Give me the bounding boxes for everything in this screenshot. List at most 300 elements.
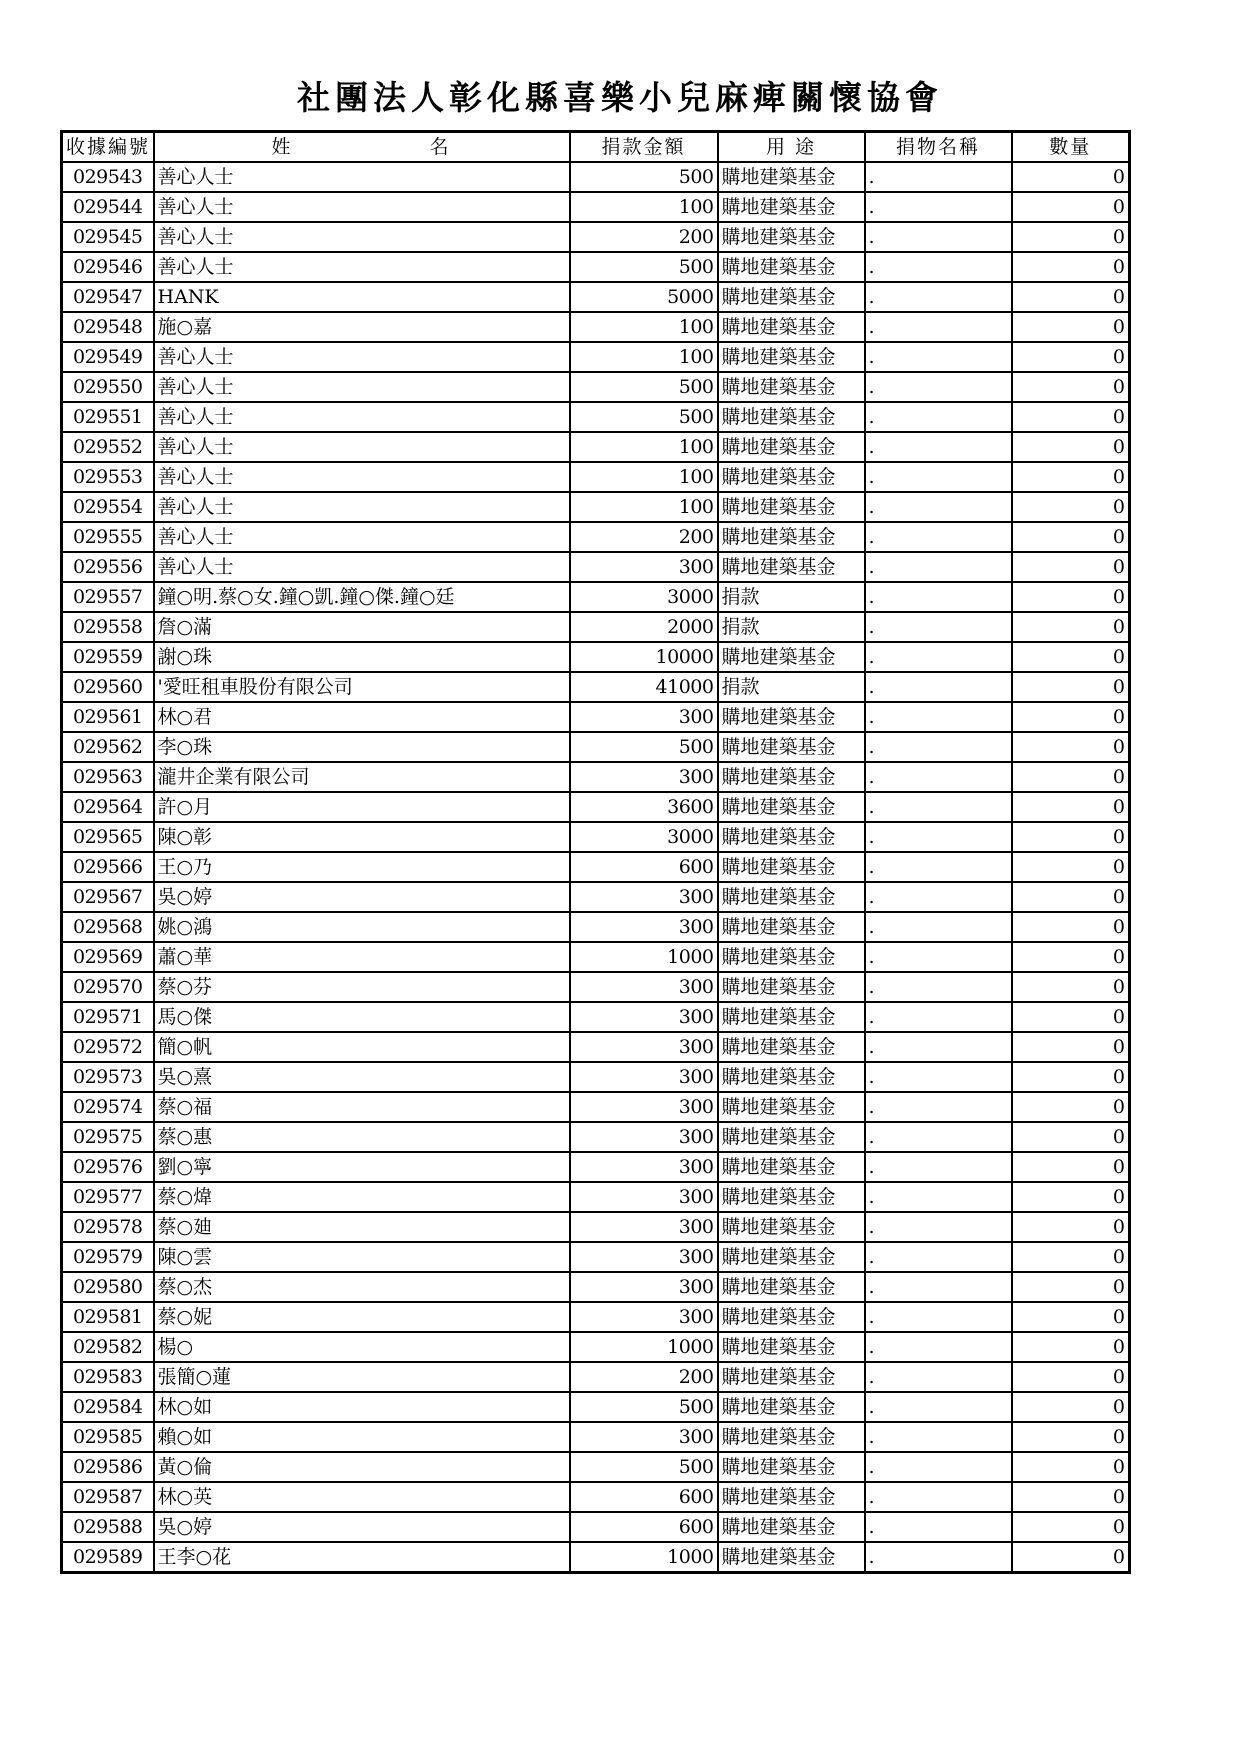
- receipt-number-cell: 029546: [62, 252, 154, 282]
- donor-name-cell: 吳○婷: [154, 1512, 570, 1542]
- amount-cell: 300: [570, 1122, 718, 1152]
- purpose-cell: 購地建築基金: [718, 912, 865, 942]
- amount-cell: 300: [570, 1152, 718, 1182]
- purpose-cell: 購地建築基金: [718, 192, 865, 222]
- purpose-cell: 購地建築基金: [718, 1122, 865, 1152]
- item-name-cell: .: [865, 912, 1012, 942]
- receipt-number-cell: 029589: [62, 1542, 154, 1573]
- receipt-number-cell: 029582: [62, 1332, 154, 1362]
- receipt-number-cell: 029544: [62, 192, 154, 222]
- receipt-number-cell: 029545: [62, 222, 154, 252]
- donor-name-cell: 林○英: [154, 1482, 570, 1512]
- table-row: [62, 1512, 1130, 1542]
- amount-cell: 300: [570, 882, 718, 912]
- amount-cell: 600: [570, 852, 718, 882]
- amount-cell: 300: [570, 1182, 718, 1212]
- item-name-cell: .: [865, 1542, 1012, 1573]
- donor-name-cell: 善心人士: [154, 492, 570, 522]
- donor-name-cell: 蔡○芬: [154, 972, 570, 1002]
- purpose-cell: 購地建築基金: [718, 732, 865, 762]
- receipt-number-cell: 029573: [62, 1062, 154, 1092]
- purpose-cell: 購地建築基金: [718, 762, 865, 792]
- purpose-cell: 購地建築基金: [718, 1062, 865, 1092]
- donor-name-cell: 馬○傑: [154, 1002, 570, 1032]
- donor-name-cell: 賴○如: [154, 1422, 570, 1452]
- amount-cell: 600: [570, 1482, 718, 1512]
- header-quantity: 數量: [1012, 132, 1130, 163]
- receipt-number-cell: 029571: [62, 1002, 154, 1032]
- purpose-cell: 捐款: [718, 582, 865, 612]
- quantity-cell: 0: [1012, 222, 1130, 252]
- receipt-number-cell: 029553: [62, 462, 154, 492]
- amount-cell: 300: [570, 1002, 718, 1032]
- item-name-cell: .: [865, 282, 1012, 312]
- purpose-cell: 購地建築基金: [718, 1092, 865, 1122]
- donor-name-cell: 楊○: [154, 1332, 570, 1362]
- amount-cell: 300: [570, 1062, 718, 1092]
- receipt-number-cell: 029574: [62, 1092, 154, 1122]
- table-row: [62, 822, 1130, 852]
- quantity-cell: 0: [1012, 852, 1130, 882]
- quantity-cell: 0: [1012, 1242, 1130, 1272]
- header-purpose: 用 途: [718, 132, 865, 163]
- item-name-cell: .: [865, 1182, 1012, 1212]
- table-row: [62, 732, 1130, 762]
- purpose-cell: 購地建築基金: [718, 1302, 865, 1332]
- item-name-cell: .: [865, 882, 1012, 912]
- amount-cell: 300: [570, 972, 718, 1002]
- purpose-cell: 捐款: [718, 612, 865, 642]
- donor-name-cell: 善心人士: [154, 522, 570, 552]
- purpose-cell: 購地建築基金: [718, 1512, 865, 1542]
- item-name-cell: .: [865, 1242, 1012, 1272]
- donor-name-cell: 善心人士: [154, 222, 570, 252]
- header-receipt-number: 收據編號: [62, 132, 154, 163]
- purpose-cell: 捐款: [718, 672, 865, 702]
- quantity-cell: 0: [1012, 762, 1130, 792]
- amount-cell: 1000: [570, 1542, 718, 1573]
- item-name-cell: .: [865, 1362, 1012, 1392]
- table-row: [62, 852, 1130, 882]
- table-row: [62, 942, 1130, 972]
- quantity-cell: 0: [1012, 372, 1130, 402]
- item-name-cell: .: [865, 552, 1012, 582]
- donor-name-cell: 詹○滿: [154, 612, 570, 642]
- item-name-cell: .: [865, 1482, 1012, 1512]
- item-name-cell: .: [865, 642, 1012, 672]
- donor-name-cell: 陳○雲: [154, 1242, 570, 1272]
- item-name-cell: .: [865, 1332, 1012, 1362]
- donor-name-cell: 王○乃: [154, 852, 570, 882]
- quantity-cell: 0: [1012, 1482, 1130, 1512]
- receipt-number-cell: 029586: [62, 1452, 154, 1482]
- donor-name-cell: 張簡○蓮: [154, 1362, 570, 1392]
- table-row: [62, 1242, 1130, 1272]
- table-row: [62, 1152, 1130, 1182]
- amount-cell: 100: [570, 312, 718, 342]
- amount-cell: 500: [570, 1392, 718, 1422]
- purpose-cell: 購地建築基金: [718, 792, 865, 822]
- receipt-number-cell: 029587: [62, 1482, 154, 1512]
- item-name-cell: .: [865, 492, 1012, 522]
- purpose-cell: 購地建築基金: [718, 1272, 865, 1302]
- receipt-number-cell: 029568: [62, 912, 154, 942]
- table-row: [62, 1422, 1130, 1452]
- quantity-cell: 0: [1012, 1332, 1130, 1362]
- receipt-number-cell: 029576: [62, 1152, 154, 1182]
- donor-name-cell: 善心人士: [154, 162, 570, 192]
- amount-cell: 300: [570, 1302, 718, 1332]
- item-name-cell: .: [865, 1422, 1012, 1452]
- receipt-number-cell: 029563: [62, 762, 154, 792]
- amount-cell: 5000: [570, 282, 718, 312]
- purpose-cell: 購地建築基金: [718, 222, 865, 252]
- table-row: [62, 162, 1130, 192]
- item-name-cell: .: [865, 222, 1012, 252]
- donor-name-cell: 善心人士: [154, 552, 570, 582]
- quantity-cell: 0: [1012, 1362, 1130, 1392]
- receipt-number-cell: 029561: [62, 702, 154, 732]
- table-row: [62, 282, 1130, 312]
- receipt-number-cell: 029555: [62, 522, 154, 552]
- table-row: [62, 1452, 1130, 1482]
- quantity-cell: 0: [1012, 672, 1130, 702]
- quantity-cell: 0: [1012, 702, 1130, 732]
- item-name-cell: .: [865, 702, 1012, 732]
- quantity-cell: 0: [1012, 1272, 1130, 1302]
- donor-name-cell: 善心人士: [154, 372, 570, 402]
- donor-name-cell: 蔡○煒: [154, 1182, 570, 1212]
- amount-cell: 300: [570, 912, 718, 942]
- amount-cell: 500: [570, 732, 718, 762]
- amount-cell: 300: [570, 1212, 718, 1242]
- item-name-cell: .: [865, 1092, 1012, 1122]
- table-header-row: [62, 132, 1130, 163]
- item-name-cell: .: [865, 762, 1012, 792]
- table-row: [62, 582, 1130, 612]
- purpose-cell: 購地建築基金: [718, 1152, 865, 1182]
- item-name-cell: .: [865, 1272, 1012, 1302]
- table-body: [62, 162, 1130, 1573]
- item-name-cell: .: [865, 162, 1012, 192]
- purpose-cell: 購地建築基金: [718, 852, 865, 882]
- item-name-cell: .: [865, 852, 1012, 882]
- receipt-number-cell: 029564: [62, 792, 154, 822]
- quantity-cell: 0: [1012, 1002, 1130, 1032]
- table-row: [62, 672, 1130, 702]
- item-name-cell: .: [865, 522, 1012, 552]
- receipt-number-cell: 029569: [62, 942, 154, 972]
- item-name-cell: .: [865, 372, 1012, 402]
- donor-name-cell: 林○如: [154, 1392, 570, 1422]
- amount-cell: 100: [570, 342, 718, 372]
- item-name-cell: .: [865, 1152, 1012, 1182]
- table-row: [62, 1092, 1130, 1122]
- amount-cell: 100: [570, 192, 718, 222]
- purpose-cell: 購地建築基金: [718, 282, 865, 312]
- amount-cell: 100: [570, 432, 718, 462]
- quantity-cell: 0: [1012, 942, 1130, 972]
- receipt-number-cell: 029580: [62, 1272, 154, 1302]
- receipt-number-cell: 029570: [62, 972, 154, 1002]
- table-row: [62, 402, 1130, 432]
- purpose-cell: 購地建築基金: [718, 1452, 865, 1482]
- table-row: [62, 432, 1130, 462]
- table-row: [62, 492, 1130, 522]
- donor-name-cell: 蕭○華: [154, 942, 570, 972]
- quantity-cell: 0: [1012, 162, 1130, 192]
- quantity-cell: 0: [1012, 1452, 1130, 1482]
- table-row: [62, 1002, 1130, 1032]
- purpose-cell: 購地建築基金: [718, 552, 865, 582]
- quantity-cell: 0: [1012, 642, 1130, 672]
- item-name-cell: .: [865, 1302, 1012, 1332]
- quantity-cell: 0: [1012, 1152, 1130, 1182]
- quantity-cell: 0: [1012, 1422, 1130, 1452]
- purpose-cell: 購地建築基金: [718, 702, 865, 732]
- donor-name-cell: 黃○倫: [154, 1452, 570, 1482]
- purpose-cell: 購地建築基金: [718, 402, 865, 432]
- table-row: [62, 642, 1130, 672]
- donation-table: [60, 130, 1131, 1574]
- item-name-cell: .: [865, 582, 1012, 612]
- header-name: 姓 名: [154, 132, 570, 163]
- donor-name-cell: 王李○花: [154, 1542, 570, 1573]
- donor-name-cell: 施○嘉: [154, 312, 570, 342]
- purpose-cell: 購地建築基金: [718, 372, 865, 402]
- item-name-cell: .: [865, 402, 1012, 432]
- receipt-number-cell: 029581: [62, 1302, 154, 1332]
- quantity-cell: 0: [1012, 1302, 1130, 1332]
- receipt-number-cell: 029577: [62, 1182, 154, 1212]
- amount-cell: 1000: [570, 1332, 718, 1362]
- receipt-number-cell: 029552: [62, 432, 154, 462]
- purpose-cell: 購地建築基金: [718, 162, 865, 192]
- purpose-cell: 購地建築基金: [718, 1242, 865, 1272]
- item-name-cell: .: [865, 342, 1012, 372]
- purpose-cell: 購地建築基金: [718, 1002, 865, 1032]
- item-name-cell: .: [865, 792, 1012, 822]
- donor-name-cell: 善心人士: [154, 342, 570, 372]
- purpose-cell: 購地建築基金: [718, 642, 865, 672]
- amount-cell: 300: [570, 702, 718, 732]
- receipt-number-cell: 029588: [62, 1512, 154, 1542]
- quantity-cell: 0: [1012, 552, 1130, 582]
- receipt-number-cell: 029557: [62, 582, 154, 612]
- receipt-number-cell: 029579: [62, 1242, 154, 1272]
- table-row: [62, 342, 1130, 372]
- amount-cell: 3600: [570, 792, 718, 822]
- quantity-cell: 0: [1012, 822, 1130, 852]
- table-row: [62, 222, 1130, 252]
- purpose-cell: 購地建築基金: [718, 882, 865, 912]
- table-row: [62, 1302, 1130, 1332]
- amount-cell: 200: [570, 1362, 718, 1392]
- item-name-cell: .: [865, 1452, 1012, 1482]
- purpose-cell: 購地建築基金: [718, 1422, 865, 1452]
- amount-cell: 300: [570, 1092, 718, 1122]
- donor-name-cell: HANK: [154, 282, 570, 312]
- amount-cell: 41000: [570, 672, 718, 702]
- quantity-cell: 0: [1012, 522, 1130, 552]
- item-name-cell: .: [865, 432, 1012, 462]
- receipt-number-cell: 029559: [62, 642, 154, 672]
- purpose-cell: 購地建築基金: [718, 1182, 865, 1212]
- table-row: [62, 372, 1130, 402]
- donor-name-cell: 姚○鴻: [154, 912, 570, 942]
- purpose-cell: 購地建築基金: [718, 462, 865, 492]
- amount-cell: 3000: [570, 822, 718, 852]
- amount-cell: 200: [570, 222, 718, 252]
- table-row: [62, 1212, 1130, 1242]
- item-name-cell: .: [865, 1032, 1012, 1062]
- donor-name-cell: 謝○珠: [154, 642, 570, 672]
- quantity-cell: 0: [1012, 1032, 1130, 1062]
- quantity-cell: 0: [1012, 492, 1130, 522]
- receipt-number-cell: 029585: [62, 1422, 154, 1452]
- receipt-number-cell: 029578: [62, 1212, 154, 1242]
- donor-name-cell: 善心人士: [154, 462, 570, 492]
- table-row: [62, 1482, 1130, 1512]
- item-name-cell: .: [865, 252, 1012, 282]
- donor-name-cell: 陳○彰: [154, 822, 570, 852]
- table-row: [62, 1362, 1130, 1392]
- purpose-cell: 購地建築基金: [718, 432, 865, 462]
- receipt-number-cell: 029565: [62, 822, 154, 852]
- donor-name-cell: 善心人士: [154, 252, 570, 282]
- amount-cell: 600: [570, 1512, 718, 1542]
- purpose-cell: 購地建築基金: [718, 492, 865, 522]
- document-title: 社團法人彰化縣喜樂小兒麻痺關懷協會: [297, 78, 943, 117]
- amount-cell: 300: [570, 552, 718, 582]
- table-row: [62, 702, 1130, 732]
- purpose-cell: 購地建築基金: [718, 522, 865, 552]
- table-row: [62, 462, 1130, 492]
- purpose-cell: 購地建築基金: [718, 1032, 865, 1062]
- amount-cell: 500: [570, 402, 718, 432]
- receipt-number-cell: 029551: [62, 402, 154, 432]
- table-row: [62, 1122, 1130, 1152]
- item-name-cell: .: [865, 1062, 1012, 1092]
- purpose-cell: 購地建築基金: [718, 1482, 865, 1512]
- quantity-cell: 0: [1012, 882, 1130, 912]
- donor-name-cell: 蔡○福: [154, 1092, 570, 1122]
- item-name-cell: .: [865, 612, 1012, 642]
- donor-name-cell: 蔡○惠: [154, 1122, 570, 1152]
- item-name-cell: .: [865, 312, 1012, 342]
- quantity-cell: 0: [1012, 1092, 1130, 1122]
- donor-name-cell: 善心人士: [154, 402, 570, 432]
- receipt-number-cell: 029567: [62, 882, 154, 912]
- amount-cell: 300: [570, 1422, 718, 1452]
- donor-name-cell: 吳○婷: [154, 882, 570, 912]
- quantity-cell: 0: [1012, 1212, 1130, 1242]
- donor-name-cell: 蔡○妮: [154, 1302, 570, 1332]
- quantity-cell: 0: [1012, 1542, 1130, 1573]
- purpose-cell: 購地建築基金: [718, 252, 865, 282]
- donor-name-cell: 劉○寧: [154, 1152, 570, 1182]
- purpose-cell: 購地建築基金: [718, 1212, 865, 1242]
- amount-cell: 500: [570, 372, 718, 402]
- item-name-cell: .: [865, 1392, 1012, 1422]
- receipt-number-cell: 029543: [62, 162, 154, 192]
- purpose-cell: 購地建築基金: [718, 1332, 865, 1362]
- amount-cell: 200: [570, 522, 718, 552]
- quantity-cell: 0: [1012, 792, 1130, 822]
- amount-cell: 2000: [570, 612, 718, 642]
- receipt-number-cell: 029556: [62, 552, 154, 582]
- receipt-number-cell: 029562: [62, 732, 154, 762]
- item-name-cell: .: [865, 822, 1012, 852]
- receipt-number-cell: 029558: [62, 612, 154, 642]
- quantity-cell: 0: [1012, 972, 1130, 1002]
- receipt-number-cell: 029566: [62, 852, 154, 882]
- table-row: [62, 1392, 1130, 1422]
- donor-name-cell: '愛旺租車股份有限公司: [154, 672, 570, 702]
- table-row: [62, 1332, 1130, 1362]
- item-name-cell: .: [865, 462, 1012, 492]
- quantity-cell: 0: [1012, 1182, 1130, 1212]
- purpose-cell: 購地建築基金: [718, 972, 865, 1002]
- table-row: [62, 192, 1130, 222]
- quantity-cell: 0: [1012, 1392, 1130, 1422]
- item-name-cell: .: [865, 1512, 1012, 1542]
- donor-name-cell: 林○君: [154, 702, 570, 732]
- donor-name-cell: 許○月: [154, 792, 570, 822]
- table-row: [62, 552, 1130, 582]
- receipt-number-cell: 029547: [62, 282, 154, 312]
- donor-name-cell: 蔡○杰: [154, 1272, 570, 1302]
- quantity-cell: 0: [1012, 912, 1130, 942]
- receipt-number-cell: 029560: [62, 672, 154, 702]
- donor-name-cell: 瀧井企業有限公司: [154, 762, 570, 792]
- receipt-number-cell: 029583: [62, 1362, 154, 1392]
- quantity-cell: 0: [1012, 402, 1130, 432]
- purpose-cell: 購地建築基金: [718, 1362, 865, 1392]
- table-row: [62, 912, 1130, 942]
- table-row: [62, 252, 1130, 282]
- purpose-cell: 購地建築基金: [718, 1542, 865, 1573]
- item-name-cell: .: [865, 1002, 1012, 1032]
- table-row: [62, 972, 1130, 1002]
- quantity-cell: 0: [1012, 1512, 1130, 1542]
- purpose-cell: 購地建築基金: [718, 942, 865, 972]
- amount-cell: 500: [570, 162, 718, 192]
- quantity-cell: 0: [1012, 462, 1130, 492]
- receipt-number-cell: 029549: [62, 342, 154, 372]
- amount-cell: 1000: [570, 942, 718, 972]
- donor-name-cell: 鐘○明.蔡○女.鐘○凱.鐘○傑.鐘○廷: [154, 582, 570, 612]
- receipt-number-cell: 029550: [62, 372, 154, 402]
- quantity-cell: 0: [1012, 612, 1130, 642]
- table-row: [62, 1062, 1130, 1092]
- item-name-cell: .: [865, 672, 1012, 702]
- purpose-cell: 購地建築基金: [718, 822, 865, 852]
- donor-name-cell: 善心人士: [154, 192, 570, 222]
- item-name-cell: .: [865, 1122, 1012, 1152]
- table-row: [62, 1182, 1130, 1212]
- amount-cell: 3000: [570, 582, 718, 612]
- table-row: [62, 882, 1130, 912]
- donor-name-cell: 蔡○廸: [154, 1212, 570, 1242]
- item-name-cell: .: [865, 192, 1012, 222]
- quantity-cell: 0: [1012, 1122, 1130, 1152]
- receipt-number-cell: 029548: [62, 312, 154, 342]
- quantity-cell: 0: [1012, 312, 1130, 342]
- item-name-cell: .: [865, 1212, 1012, 1242]
- quantity-cell: 0: [1012, 582, 1130, 612]
- quantity-cell: 0: [1012, 432, 1130, 462]
